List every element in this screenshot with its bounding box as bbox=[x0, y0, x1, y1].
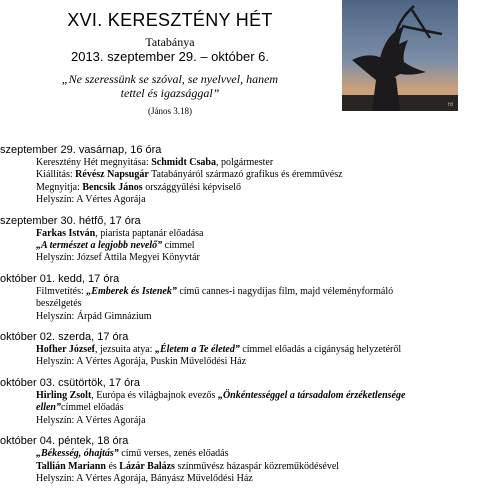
program-line bbox=[36, 448, 486, 460]
quote-line-2: tettel és igazsággal” bbox=[120, 86, 220, 100]
photo-watermark: fd bbox=[448, 102, 453, 108]
line-text: és bbox=[105, 460, 120, 472]
day-item bbox=[0, 330, 486, 369]
lecture-title: „Életem a Te életed” bbox=[154, 344, 240, 356]
line-text: Tatabányáról származó grafikus és éremművész bbox=[148, 169, 343, 181]
performance-title: „Békesség, óhajtás” bbox=[36, 448, 119, 460]
day-item bbox=[0, 272, 486, 323]
venue-line: Helyszín: A Vértes Agorája, Bányász Művelődési Ház bbox=[36, 472, 253, 484]
bible-quote bbox=[0, 72, 340, 100]
turul-bird-statue-cross-sunset-photo bbox=[342, 0, 458, 111]
day-heading: szeptember 29. vasárnap, 16 óra bbox=[0, 144, 162, 156]
program-line bbox=[36, 402, 486, 414]
lecture-title: „Önkéntességgel a társadalom érzéketlensége bbox=[217, 389, 406, 401]
day-heading: október 02. szerda, 17 óra bbox=[0, 331, 129, 344]
venue-line: Helyszín: Árpád Gimnázium bbox=[36, 310, 152, 322]
day-heading: október 01. kedd, 17 óra bbox=[0, 272, 120, 285]
program-line: beszélgetés bbox=[36, 298, 82, 310]
person-name: Tallián Mariann bbox=[36, 460, 106, 472]
day-heading: október 04. péntek, 18 óra bbox=[0, 435, 129, 448]
program-line bbox=[36, 461, 486, 473]
person-name: Hofher József bbox=[36, 344, 95, 356]
event-title: XVI. KERESZTÉNY HÉT bbox=[67, 10, 273, 30]
program-line bbox=[36, 344, 486, 356]
line-text: színművész házaspár közreműködésével bbox=[174, 460, 340, 472]
turul-statue-photo bbox=[342, 0, 458, 111]
person-name: Lázár Balázs bbox=[119, 460, 175, 472]
program-line bbox=[36, 240, 486, 252]
program-line bbox=[36, 390, 486, 402]
quote-reference: (János 3.18) bbox=[148, 106, 192, 116]
person-name: Hirling Zsolt bbox=[36, 389, 92, 401]
person-name: Révész Napsugár bbox=[75, 169, 149, 181]
day-item bbox=[0, 214, 486, 265]
day-heading: szeptember 30. hétfő, 17 óra bbox=[0, 214, 141, 227]
day-item bbox=[0, 376, 486, 427]
line-text: Keresztény Hét megnyitása: bbox=[36, 157, 152, 168]
lecture-title: „A természet a legjobb nevelő” bbox=[36, 240, 163, 252]
program-line bbox=[36, 286, 486, 298]
person-name: Schmidt Csaba bbox=[151, 157, 216, 168]
line-text: című cannes-i nagydíjas film, majd véleményformáló bbox=[176, 285, 394, 297]
line-text: címmel előadás bbox=[61, 402, 124, 414]
line-text: Filmvetítés: bbox=[36, 285, 87, 297]
line-text: Megnyitja: bbox=[36, 181, 83, 193]
line-text: című verses, zenés előadás bbox=[118, 448, 229, 460]
line-text: , Európa és világbajnok evezős bbox=[91, 389, 218, 401]
line-text: országgyűlési képviselő bbox=[142, 181, 241, 193]
program-line bbox=[36, 182, 486, 194]
person-name: Farkas István bbox=[36, 227, 96, 239]
line-text: címmel bbox=[162, 240, 195, 252]
person-name: Bencsik János bbox=[82, 181, 143, 193]
day-item bbox=[0, 434, 486, 485]
venue-line: Helyszín: A Vértes Agorája bbox=[36, 414, 146, 426]
event-city: Tatabánya bbox=[145, 35, 195, 49]
line-text: Kiállítás: bbox=[36, 169, 76, 181]
day-heading: október 03. csütörtök, 17 óra bbox=[0, 376, 141, 389]
program-line bbox=[36, 228, 486, 240]
venue-line: Helyszín: József Attila Megyei Könyvtár bbox=[36, 252, 200, 264]
program-line bbox=[36, 157, 486, 169]
lecture-title: ellen” bbox=[36, 402, 61, 414]
line-text: , piarista paptanár előadása bbox=[95, 227, 204, 239]
quote-line-1: „Ne szeressünk se szóval, se nyelvvel, hanem bbox=[61, 72, 279, 86]
event-dates: 2013. szeptember 29. – október 6. bbox=[70, 49, 269, 64]
line-text: címmel előadás a cigányság helyzetéről bbox=[239, 344, 402, 356]
line-text: , jezsuita atya: bbox=[94, 344, 155, 356]
program-line bbox=[36, 169, 486, 181]
day-item bbox=[0, 143, 486, 207]
film-title: „Emberek és Istenek” bbox=[86, 285, 177, 297]
venue-line: Helyszín: A Vértes Agorája bbox=[36, 194, 146, 206]
line-text: , polgármester bbox=[215, 157, 274, 168]
program-list bbox=[0, 143, 486, 492]
venue-line: Helyszín: A Vértes Agorája, Puskin Művelődési Ház bbox=[36, 356, 247, 368]
